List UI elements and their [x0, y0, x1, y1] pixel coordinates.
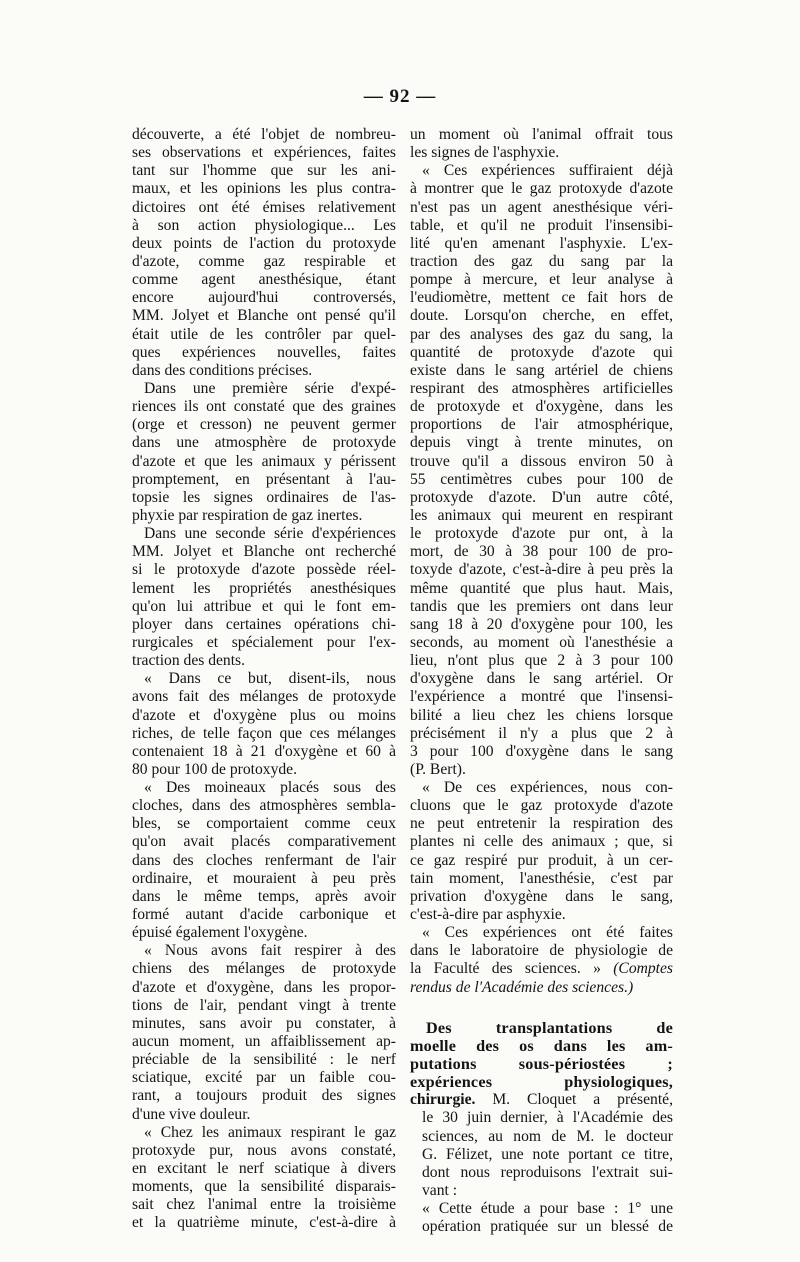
text-line: bilité a lieu chez les chiens lorsque	[410, 706, 673, 724]
text-line: tant sur l'homme que sur les ani-	[132, 162, 396, 180]
text-line: phyxie par respiration de gaz inertes.	[132, 506, 363, 524]
text-line: ployer dans certaines opérations chi-	[132, 615, 396, 633]
page-number: — 92 —	[363, 86, 437, 107]
text-line: comme agent anesthésique, étant	[132, 271, 396, 289]
text-line: 80 pour 100 de protoxyde.	[132, 760, 298, 778]
text-line: MM. Jolyet et Blanche ont recherché	[132, 543, 396, 561]
text-line: par des analyses des gaz du sang, la	[410, 325, 673, 343]
text-line: d'azote et d'oxygène, dans les propor-	[132, 978, 396, 996]
text-line: cloches, dans des atmosphères sembla-	[132, 797, 396, 815]
text-line: ce gaz respiré pur produit, à un cer-	[410, 851, 673, 869]
text-line: putations sous-périostées ;	[410, 1055, 673, 1074]
text-line: topsie les signes ordinaires de l'as-	[132, 488, 396, 506]
text-line: précisément il n'y a plus que 2 à	[410, 724, 673, 742]
text-line: riches, de telle façon que ces mélanges	[132, 724, 396, 742]
text-line: table, et qu'il ne produit l'insensibi-	[410, 216, 673, 234]
text-line: dictoires ont été émises relativement	[132, 198, 396, 216]
text-line: cluons que le gaz protoxyde d'azote	[410, 797, 673, 815]
text-line: d'oxygène dans le sang artériel. Or	[410, 670, 673, 688]
text-line: promptement, en présentant à l'au-	[132, 470, 396, 488]
text-line: moments, que la sensibilité disparais-	[132, 1178, 396, 1196]
text-line: (P. Bert).	[410, 760, 466, 778]
text-line: lement les propriétés anesthésiques	[132, 579, 396, 597]
text-line: toxyde d'azote, c'est-à-dire à peu près la	[410, 561, 673, 579]
text-line: doute. Lorsqu'on cherche, en effet,	[410, 307, 673, 325]
text-line: chiens des mélanges de protoxyde	[132, 960, 396, 978]
text-line: (orge et cresson) ne peuvent germer	[132, 416, 396, 434]
right-column	[410, 126, 673, 1236]
text-line: si le protoxyde d'azote possède réel-	[132, 561, 396, 579]
text-line: en excitant le nerf sciatique à divers	[132, 1160, 396, 1178]
text-line: sait chez l'animal entre la troisième	[132, 1196, 396, 1214]
text-line: pompe à mercure, et leur analyse à	[410, 271, 673, 289]
text-line: un moment où l'animal offrait tous	[410, 126, 673, 143]
text-line: protoxyde d'azote. D'un autre côté,	[410, 488, 673, 506]
text-line: bles, se comportaient comme ceux	[132, 815, 396, 833]
text-line: 3 pour 100 d'oxygène dans le sang	[410, 742, 673, 760]
text-line: l'eudiomètre, mettent ce fait hors de	[410, 289, 673, 307]
text-line: lieu, n'ont plus que 2 à 3 pour 100	[410, 652, 673, 670]
text-line: préciable de la sensibilité : le nerf	[132, 1051, 396, 1069]
text-line: tions de l'air, pendant vingt à trente	[132, 996, 396, 1014]
text-line: et la quatrième minute, c'est-à-dire à	[132, 1214, 396, 1232]
text-line: dans le même temps, après avoir	[132, 887, 396, 905]
text-line: chirurgie. M. Cloquet a présenté,	[410, 1091, 673, 1109]
text-line: « Ces expériences suffiraient déjà	[422, 162, 673, 180]
text-line: moelle des os dans les am-	[410, 1036, 673, 1055]
text-line: découverte, a été l'objet de nombreu-	[132, 126, 396, 143]
text-line: dans des cloches renfermant de l'air	[132, 851, 396, 869]
text-line: opération pratiquée sur un blessé de	[422, 1218, 673, 1236]
text-line: « Cette étude a pour base : 1° une	[422, 1200, 673, 1218]
text-line: protoxyde pur, nous avons constaté,	[132, 1141, 396, 1159]
text-line: dont nous reproduisons l'extrait sui-	[422, 1163, 673, 1181]
heading-tail: chirurgie.	[410, 1091, 476, 1109]
left-column	[132, 126, 396, 1233]
text-line: ne peut entretenir la respiration des	[410, 815, 673, 833]
text-line: qu'on lui attribue et qui le font em-	[132, 597, 396, 615]
text-line: depuis vingt à trente minutes, on	[410, 434, 673, 452]
text-line: le protoxyde d'azote pur ont, à la	[410, 525, 673, 543]
text-line	[410, 997, 673, 1019]
column-gutter	[402, 126, 403, 1116]
text-line: dans une atmosphère de protoxyde	[132, 434, 396, 452]
text-line: mort, de 30 à 38 pour 100 de pro-	[410, 543, 673, 561]
text-line: lité qu'en amenant l'asphyxie. L'ex-	[410, 234, 673, 252]
text-line: quantité de protoxyde d'azote qui	[410, 343, 673, 361]
text-line: traction des gaz du sang par la	[410, 252, 673, 270]
text-line: les animaux qui meurent en respirant	[410, 506, 673, 524]
text-line: Dans une seconde série d'expériences	[144, 525, 396, 543]
text-line: deux points de l'action du protoxyde	[132, 234, 396, 252]
text-line: était utile de les contrôler par quel-	[132, 325, 396, 343]
text-line: l'expérience a montré que l'insensi-	[410, 688, 673, 706]
text-line: « Nous avons fait respirer à des	[144, 942, 396, 960]
text-line: n'est pas un agent anesthésique véri-	[410, 198, 673, 216]
text-line: encore aujourd'hui controversés,	[132, 289, 396, 307]
text-line: plantes ni celle des animaux ; que, si	[410, 833, 673, 851]
text-line: les signes de l'asphyxie.	[410, 144, 560, 162]
text-line: Dans une première série d'expé-	[144, 379, 396, 397]
text-line: G. Félizet, une note portant ce titre,	[422, 1145, 673, 1163]
text-line: épuisé également l'oxygène.	[132, 924, 308, 942]
text-line: seconds, au moment où l'anesthésie a	[410, 633, 673, 651]
text-line: privation d'oxygène dans le sang,	[410, 887, 673, 905]
text-line: rendus de l'Académie des sciences.)	[410, 978, 634, 996]
text-line: d'azote et que les animaux y périssent	[132, 452, 396, 470]
text-line: qu'on avait placés comparativement	[132, 833, 396, 851]
text-line: proportions de l'air atmosphérique,	[410, 416, 673, 434]
text-line: maux, et les opinions les plus contra-	[132, 180, 396, 198]
text-line: rurgicales et spécialement pour l'ex-	[132, 633, 396, 651]
text-line: dans le laboratoire de physiologie de	[410, 942, 673, 960]
text-line: ordinaire, et mouraient à peu près	[132, 869, 396, 887]
text-line: dans des conditions précises.	[132, 361, 313, 379]
text-line: « Chez les animaux respirant le gaz	[144, 1123, 396, 1141]
text-line: riences ils ont constaté que des graines	[132, 398, 396, 416]
text-line: traction des dents.	[132, 652, 246, 670]
text-line: sciatique, excité par un faible cou-	[132, 1069, 396, 1087]
text-line: de protoxyde et d'oxygène, dans les	[410, 398, 673, 416]
text-line: contenaient 18 à 21 d'oxygène et 60 à	[132, 742, 396, 760]
text-line: tandis que les premiers ont dans leur	[410, 597, 673, 615]
text-line: c'est-à-dire par asphyxie.	[410, 906, 566, 924]
text-line: trouve qu'il a dissous environ 50 à	[410, 452, 673, 470]
text-line: rant, a toujours produit des signes	[132, 1087, 396, 1105]
text-line: MM. Jolyet et Blanche ont pensé qu'il	[132, 307, 396, 325]
text-line: le 30 juin dernier, à l'Académie des	[422, 1109, 673, 1127]
text-line: ses observations et expériences, faites	[132, 144, 396, 162]
text-line: formé autant d'acide carbonique et	[132, 906, 396, 924]
text-line: avons fait des mélanges de protoxyde	[132, 688, 396, 706]
text-line: 55 centimètres cubes pour 100 de	[410, 470, 673, 488]
text-line: aucun moment, un affaiblissement ap-	[132, 1033, 396, 1051]
text-line: « Dans ce but, disent-ils, nous	[144, 670, 396, 688]
text-line: tain moment, l'anesthésie, c'est par	[410, 869, 673, 887]
text-line: « De ces expériences, nous con-	[422, 779, 673, 797]
text-line: existe dans le sang artériel de chiens	[410, 361, 673, 379]
text-line: d'azote, comme gaz respirable et	[132, 252, 396, 270]
text-line: Des transplantations de	[426, 1018, 673, 1037]
text-line: respirant des atmosphères artificielles	[410, 379, 673, 397]
text-line: d'une vive douleur.	[132, 1105, 251, 1123]
text-line: à son action physiologique... Les	[132, 216, 396, 234]
text-line: d'azote et d'oxygène plus ou moins	[132, 706, 396, 724]
text-line: à montrer que le gaz protoxyde d'azote	[410, 180, 673, 198]
text-line: sang 18 à 20 d'oxygène pour 100, les	[410, 615, 673, 633]
text-line: « Ces expériences ont été faites	[422, 924, 673, 942]
text-line: même quantité que plus haut. Mais,	[410, 579, 673, 597]
text-line: « Des moineaux placés sous des	[144, 779, 396, 797]
text-line: expériences physiologiques,	[410, 1073, 673, 1092]
text-line: minutes, sans avoir pu constater, à	[132, 1014, 396, 1032]
text-line: sciences, au nom de M. le docteur	[422, 1127, 673, 1145]
text-line: ques expériences nouvelles, faites	[132, 343, 396, 361]
text-line: la Faculté des sciences. » (Comptes	[410, 960, 673, 978]
text-line: vant :	[422, 1182, 458, 1200]
